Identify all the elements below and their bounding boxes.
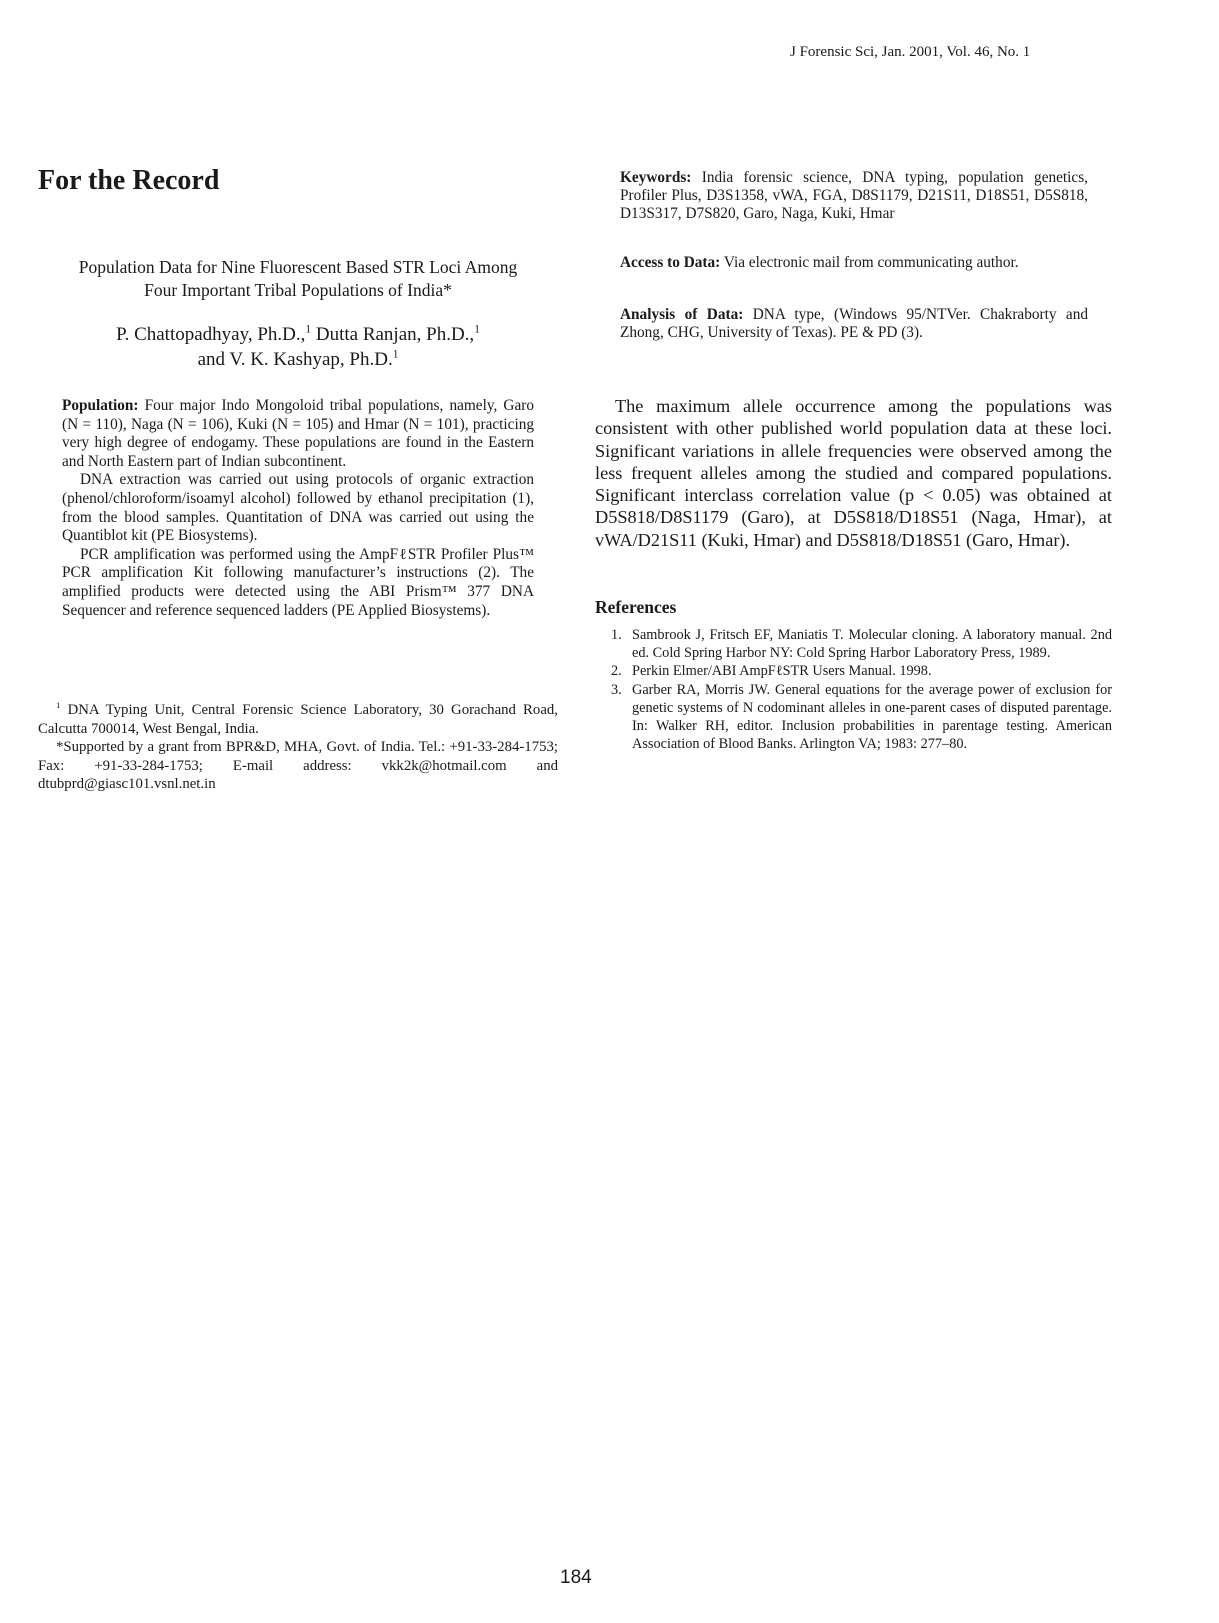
affiliation-mark: 1 <box>392 348 399 361</box>
author-name: Dutta Ranjan, Ph.D., <box>315 324 475 345</box>
funding-footnote: *Supported by a grant from BPR&D, MHA, Govt. of India. Tel.: +91-33-284-1753; Fax: +91-33-284-1753; E-mail address: vkk2k@hotmail.com and dtubprd@giasc101.vsnl.net.in <box>38 739 558 793</box>
analysis-of-data-block <box>620 306 1088 342</box>
results-paragraph: The maximum allele occurrence among the populations was consistent with other published world population data at these loci. Significant variations in allele frequencies were observed among the less frequent alleles among the studied and compared populations. Significant interclass correlation value (p < 0.05) was obtained at D5S818/D8S1179 (Garo), at D5S818/D18S51 (Naga, Hmar), at vWA/D21S11 (Kuki, Hmar) and D5S818/D18S51 (Garo, Hmar). <box>595 396 1112 550</box>
affiliation-mark: 1 <box>56 700 61 711</box>
population-paragraph <box>62 397 534 471</box>
author-list <box>62 322 534 372</box>
page-number: 184 <box>560 1567 592 1588</box>
analysis-of-data-text: DNA type, (Windows 95/NTVer. Chakraborty and Zhong, CHG, University of Texas). PE & PD (3). <box>620 306 1088 342</box>
reference-text: Garber RA, Morris JW. General equations for the average power of exclusion for genetic systems of N codominant alleles in one-parent cases of disputed parentage. In: Walker RH, editor. Inclusion probabilities in parentage testing. American Association of Blood Banks. Arlington VA; 1983: 277–80. <box>632 681 1112 753</box>
article-title-line-1: Population Data for Nine Fluorescent Based STR Loci Among <box>78 257 518 277</box>
author-name: P. Chattopadhyay, Ph.D., <box>116 324 306 345</box>
author-name: and V. K. Kashyap, Ph.D. <box>197 349 393 370</box>
left-column-body <box>62 397 534 620</box>
reference-text: Perkin Elmer/ABI AmpFℓSTR Users Manual. 1998. <box>632 663 932 680</box>
references-heading: References <box>595 597 677 617</box>
article-title <box>62 256 534 302</box>
footnotes <box>38 701 558 794</box>
article-title-line-2: Four Important Tribal Populations of India* <box>144 280 452 300</box>
affiliation-text: DNA Typing Unit, Central Forensic Science Laboratory, 30 Gorachand Road, Calcutta 700014, West Bengal, India. <box>38 702 558 737</box>
affiliation-mark: 1 <box>474 323 480 336</box>
keywords-label: Keywords: <box>620 169 692 186</box>
author-line-2 <box>62 347 534 372</box>
pcr-amplification-paragraph: PCR amplification was performed using the AmpFℓSTR Profiler Plus™ PCR amplification Kit following manufacturer’s instructions (2). The amplified products were detected using the ABI Prism™ 377 DNA Sequencer and reference sequenced ladders (PE Applied Biosystems). <box>62 545 534 619</box>
reference-item <box>595 626 1112 662</box>
reference-item <box>595 662 1112 680</box>
affiliation-mark: 1 <box>305 323 312 336</box>
reference-text: Sambrook J, Fritsch EF, Maniatis T. Molecular cloning. A laboratory manual. 2nd ed. Cold Spring Harbor NY: Cold Spring Harbor Laboratory Press, 1989. <box>632 627 1112 662</box>
access-to-data-label: Access to Data: <box>620 254 721 271</box>
section-heading: For the Record <box>38 165 220 196</box>
dna-extraction-paragraph: DNA extraction was carried out using protocols of organic extraction (phenol/chloroform/isoamyl alcohol) followed by ethanol precipitation (1), from the blood samples. Quantitation of DNA was carried out using the Quantiblot kit (PE Biosystems). <box>62 471 534 545</box>
reference-number: 3. <box>611 681 622 698</box>
keywords-text: India forensic science, DNA typing, population genetics, Profiler Plus, D3S1358, vWA, FGA, D8S1179, D21S11, D18S51, D5S818, D13S317, D7S820, Garo, Naga, Kuki, Hmar <box>620 169 1088 223</box>
journal-reference: J Forensic Sci, Jan. 2001, Vol. 46, No. 1 <box>790 44 1031 60</box>
analysis-of-data-label: Analysis of Data: <box>620 306 744 323</box>
reference-item <box>595 681 1112 754</box>
population-text: Four major Indo Mongoloid tribal populations, namely, Garo (N = 110), Naga (N = 106), Kuki (N = 105) and Hmar (N = 101), practicing very high degree of endogamy. These populations are found in the Eastern and North Eastern part of Indian subcontinent. <box>62 397 534 470</box>
affiliation-footnote <box>38 701 558 738</box>
references-list <box>595 626 1112 753</box>
keywords-block <box>620 169 1088 224</box>
author-line-1 <box>62 322 534 347</box>
reference-number: 2. <box>611 663 622 680</box>
access-to-data-block <box>620 254 1088 272</box>
reference-number: 1. <box>611 627 622 643</box>
population-label: Population: <box>62 397 139 414</box>
access-to-data-text: Via electronic mail from communicating author. <box>723 254 1019 271</box>
